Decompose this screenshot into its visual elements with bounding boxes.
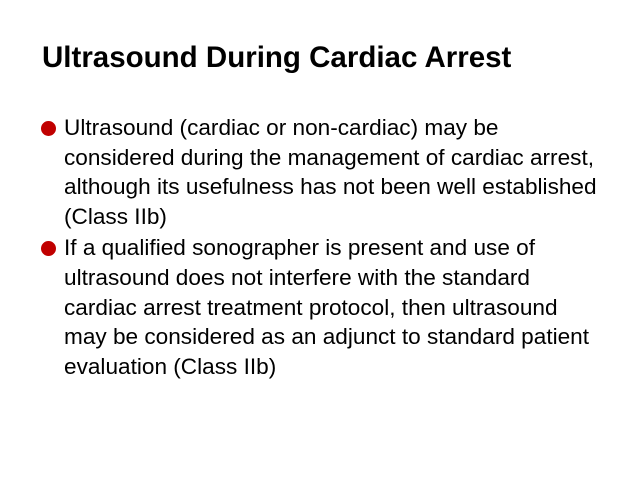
bullet-dot-icon [41,121,56,136]
slide-title: Ultrasound During Cardiac Arrest [42,41,512,74]
bullet-dot-icon [41,241,56,256]
bullet-item [40,233,600,381]
bullet-list [40,113,600,383]
bullet-item [40,113,600,231]
bullet-text: Ultrasound (cardiac or non-cardiac) may be considered during the management of cardiac arrest, although its usefulness has not been well established (Class IIb) [64,115,597,229]
bullet-text: If a qualified sonographer is present and use of ultrasound does not interfere with the standard cardiac arrest treatment protocol, then ultrasound may be considered as an adjunct to standard patient evaluation (Class IIb) [64,235,590,379]
